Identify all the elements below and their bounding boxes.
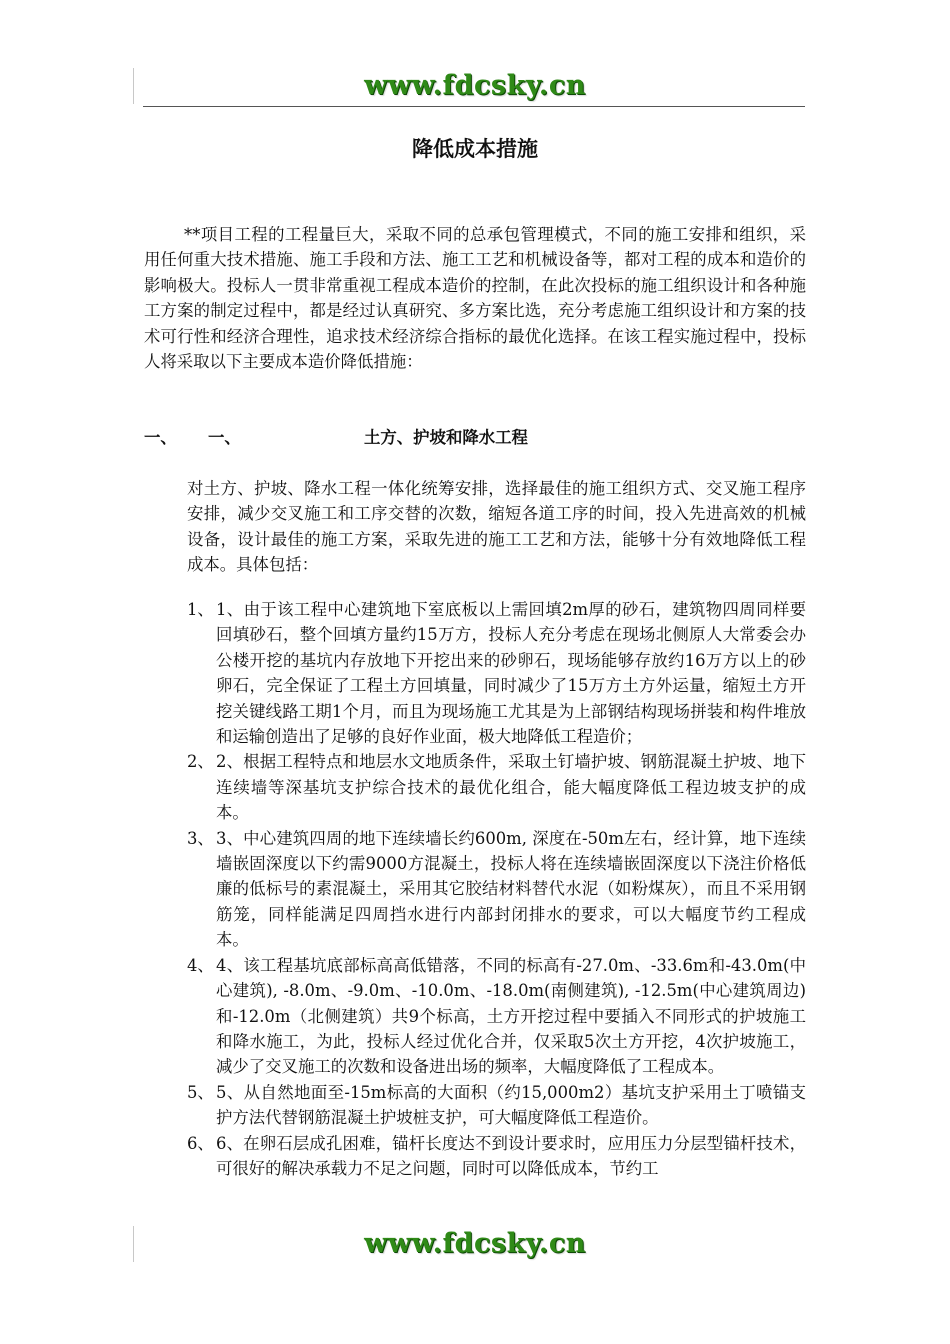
list-item-marker: 4、 — [187, 955, 214, 975]
header-site-url[interactable]: www.fdcsky.cn — [364, 70, 586, 101]
list-item-text: 2、根据工程特点和地层水文地质条件，采取土钉墙护坡、钢筋混凝土护坡、地下连续墙等深基坑支护综合技术的最优化组合，能大幅度降低工程边坡支护的成本。 — [216, 752, 806, 823]
section-number-secondary: 一、 — [208, 428, 241, 447]
list-item-marker: 6、 — [187, 1133, 214, 1153]
list-item-text: 6、在卵石层成孔困难，锚杆长度达不到设计要求时，应用压力分层型锚杆技术，可很好的解决承载力不足之问题，同时可以降低成本，节约工 — [216, 1133, 806, 1178]
list-item-text: 5、从自然地面至-15m标高的大面积（约15,000m2）基坑支护采用土丁喷锚支护方法代替钢筋混凝土护坡桩支护，可大幅度降低工程造价。 — [216, 1082, 806, 1128]
list-item-marker: 5、 — [187, 1082, 214, 1102]
measures-list — [144, 597, 806, 1181]
intro-paragraph: **项目工程的工程量巨大，采取不同的总承包管理模式，不同的施工安排和组织，采用任何重大技术措施、施工手段和方法、施工工艺和机械设备等，都对工程的成本和造价的影响极大。投标人一贯非常重视工程成本造价的控制，在此次投标的施工组织设计和各种施工方案的制定过程中，都是经过认真研究、多方案比选，充分考虑施工组织设计和方案的技术可行性和经济合理性，追求技术经济综合指标的最优化选择。在该工程实施过程中，投标人将采取以下主要成本造价降低措施： — [144, 225, 806, 372]
section-number: 一、 — [144, 428, 177, 447]
footer-site-url[interactable]: www.fdcsky.cn — [364, 1228, 586, 1259]
list-item — [144, 953, 806, 1080]
list-item-marker: 3、 — [187, 828, 214, 848]
list-item-marker: 1、 — [187, 600, 214, 619]
list-item — [144, 1131, 806, 1182]
list-item — [144, 1080, 806, 1131]
document-title: 降低成本措施 — [412, 137, 538, 161]
list-item — [144, 826, 806, 953]
list-item-text: 4、该工程基坑底部标高高低错落，不同的标高有-27.0m、-33.6m和-43.0m(中心建筑), -8.0m、-9.0m、-10.0m、-18.0m(南侧建筑), -12.5m(中心建筑周边)和-12.0m（北侧建筑）共9个标高，土方开挖过程中要插入不同形式的护坡施工和降水施工，为此，投标人经过优化合并，仅采取5次土方开挖，4次护坡施工，减少了交叉施工的次数和设备进出场的频率，大幅度降低了工程成本。 — [216, 955, 806, 1077]
list-item-text: 1、由于该工程中心建筑地下室底板以上需回填2m厚的砂石，建筑物四周同样要回填砂石，整个回填方量约15万方，投标人充分考虑在现场北侧原人大常委会办公楼开挖的基坑内存放地下开挖出来的砂卵石，现场能够存放约16万方以上的砂卵石，完全保证了工程土方回填量，同时减少了15万方土方外运量，缩短土方开挖关键线路工期1个月，而且为现场施工尤其是为上部钢结构现场拼装和构件堆放和运输创造出了足够的良好作业面，极大地降低工程造价； — [216, 600, 806, 747]
list-item-text: 3、中心建筑四周的地下连续墙长约600m, 深度在-50m左右，经计算，地下连续墙嵌固深度以下约需9000方混凝土，投标人将在连续墙嵌固深度以下浇注价格低廉的低标号的素混凝土，采用其它胶结材料替代水泥（如粉煤灰），而且不采用钢筋笼，同样能满足四周挡水进行内部封闭排水的要求，可以大幅度节约工程成本。 — [216, 828, 806, 950]
list-item-marker: 2、 — [187, 752, 214, 772]
section-heading — [144, 424, 806, 450]
header-divider — [143, 106, 805, 107]
list-item — [144, 597, 806, 749]
section-title: 土方、护坡和降水工程 — [364, 428, 528, 447]
section-intro-paragraph: 对土方、护坡、降水工程一体化统筹安排，选择最佳的施工组织方式、交叉施工程序安排，减少交叉施工和工序交替的次数，缩短各道工序的时间，投入先进高效的机械设备，设计最佳的施工方案，采取先进的施工工艺和方法，能够十分有效地降低工程成本。具体包括： — [187, 479, 806, 575]
list-item — [144, 749, 806, 825]
